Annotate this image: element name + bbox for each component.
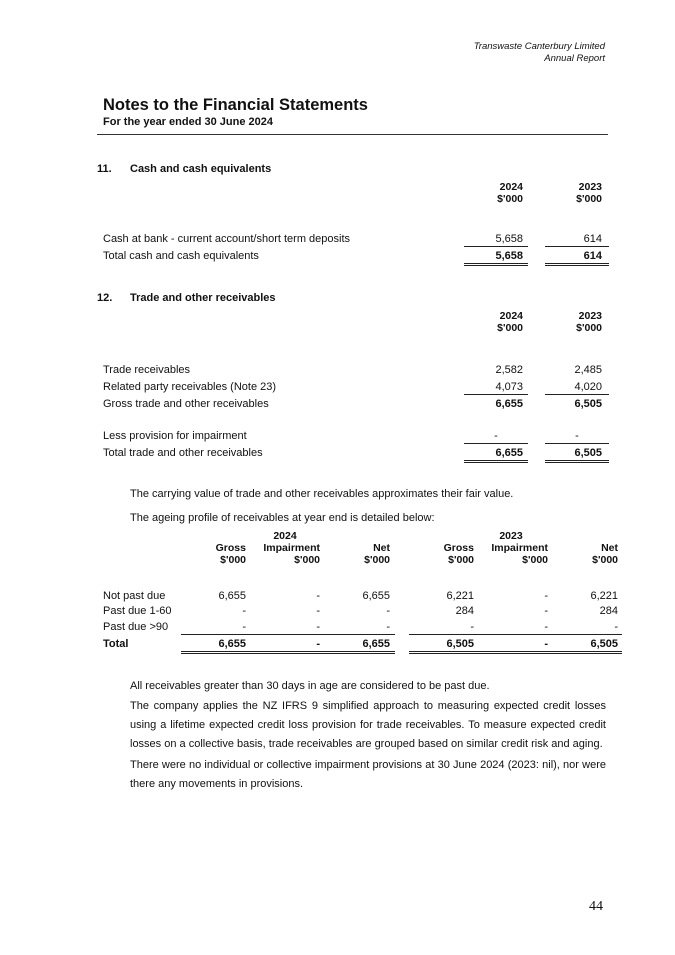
ageing-year-2024: 2024 <box>273 530 297 542</box>
company-name: Transwaste Canterbury Limited <box>473 41 605 52</box>
ageing-cell: 284 <box>455 605 474 617</box>
note-11-col-2023 <box>535 181 602 205</box>
ageing-cell: - <box>386 621 390 633</box>
double-underline <box>464 460 528 463</box>
ageing-cell: - <box>386 605 390 617</box>
row-label: Related party receivables (Note 23) <box>103 381 277 393</box>
row-value-2024: 5,658 <box>495 233 523 245</box>
col-name: Gross <box>215 542 246 554</box>
col-name: Gross <box>443 542 474 554</box>
col-name: Impairment <box>491 542 548 554</box>
col-unit: $'000 <box>497 322 523 334</box>
note-11-title: Cash and cash equivalents <box>130 163 272 175</box>
row-value-2024: 5,658 <box>495 250 523 262</box>
ageing-cell: - <box>544 590 548 602</box>
col-unit: $'000 <box>220 554 246 566</box>
ageing-cell: - <box>470 621 474 633</box>
row-value-2024: 2,582 <box>495 364 523 376</box>
running-header <box>474 41 605 65</box>
col-year: 2024 <box>499 310 523 322</box>
col-name: Impairment <box>263 542 320 554</box>
ageing-col-gross-2023 <box>406 542 474 566</box>
row-value-2024: 6,655 <box>495 398 523 410</box>
note-12-col-2024 <box>455 310 523 334</box>
underline <box>545 246 609 247</box>
note-12-number: 12. <box>97 292 113 304</box>
col-unit: $'000 <box>497 193 523 205</box>
ageing-double-underline-2023 <box>409 651 622 654</box>
col-year: 2023 <box>578 310 602 322</box>
col-unit: $'000 <box>448 554 474 566</box>
col-unit: $'000 <box>294 554 320 566</box>
ageing-cell: 6,505 <box>446 638 474 650</box>
ageing-col-impairment-2023 <box>478 542 548 566</box>
note-12-title: Trade and other receivables <box>130 292 276 304</box>
ageing-cell: - <box>544 605 548 617</box>
col-unit: $'000 <box>576 193 602 205</box>
ageing-cell: - <box>242 621 246 633</box>
ageing-cell: 6,655 <box>362 590 390 602</box>
double-underline <box>545 460 609 463</box>
row-value-2023: 6,505 <box>574 398 602 410</box>
ageing-col-net-2024 <box>322 542 390 566</box>
ageing-double-underline-2024 <box>181 651 395 654</box>
row-value-2023: 4,020 <box>574 381 602 393</box>
underline <box>464 246 528 247</box>
ageing-cell: - <box>614 621 618 633</box>
col-unit: $'000 <box>364 554 390 566</box>
ageing-row-label: Total <box>103 638 129 650</box>
fair-value-paragraph: The carrying value of trade and other receivables approximates their fair value. <box>130 488 514 500</box>
ageing-cell: - <box>544 638 548 650</box>
ageing-intro-paragraph: The ageing profile of receivables at year end is detailed below: <box>130 512 435 524</box>
underline <box>464 443 528 444</box>
page-title: Notes to the Financial Statements <box>103 96 368 114</box>
note-11-number: 11. <box>97 163 112 175</box>
ageing-cell: 284 <box>599 605 618 617</box>
underline <box>464 394 528 395</box>
ageing-year-2023: 2023 <box>499 530 523 542</box>
page-number: 44 <box>589 899 603 914</box>
title-divider <box>97 134 608 135</box>
note-11-col-2024 <box>455 181 523 205</box>
ageing-col-impairment-2024 <box>252 542 320 566</box>
double-underline <box>464 263 528 266</box>
row-label: Less provision for impairment <box>103 430 247 442</box>
row-label: Trade receivables <box>103 364 191 376</box>
ageing-underline-2024 <box>181 634 395 635</box>
ageing-cell: - <box>316 590 320 602</box>
row-value-2024: - <box>494 430 498 442</box>
ageing-row-label: Past due 1-60 <box>103 605 172 617</box>
row-label: Total cash and cash equivalents <box>103 250 259 262</box>
ageing-cell: - <box>316 621 320 633</box>
ageing-col-net-2023 <box>550 542 618 566</box>
report-name: Annual Report <box>544 53 605 64</box>
ageing-cell: 6,655 <box>218 590 246 602</box>
row-value-2023: 2,485 <box>574 364 602 376</box>
past-due-paragraph: All receivables greater than 30 days in age are considered to be past due. <box>130 680 490 692</box>
row-value-2023: 614 <box>583 233 602 245</box>
ageing-col-gross-2024 <box>180 542 246 566</box>
col-year: 2024 <box>499 181 523 193</box>
ageing-cell: - <box>544 621 548 633</box>
ageing-row-label: Not past due <box>103 590 166 602</box>
row-value-2024: 4,073 <box>495 381 523 393</box>
row-label: Total trade and other receivables <box>103 447 263 459</box>
ageing-cell: 6,505 <box>590 638 618 650</box>
row-value-2023: - <box>575 430 579 442</box>
col-unit: $'000 <box>592 554 618 566</box>
col-unit: $'000 <box>522 554 548 566</box>
row-value-2023: 6,505 <box>574 447 602 459</box>
ageing-cell: - <box>316 638 320 650</box>
col-name: Net <box>601 542 618 554</box>
no-provisions-paragraph: There were no individual or collective impairment provisions at 30 June 2024 (2023: nil), nor were there any movements in provisions. <box>130 759 606 790</box>
ageing-cell: - <box>242 605 246 617</box>
note-12-col-2023 <box>535 310 602 334</box>
page-subtitle: For the year ended 30 June 2024 <box>103 116 273 128</box>
double-underline <box>545 263 609 266</box>
row-value-2024: 6,655 <box>495 447 523 459</box>
ageing-row-label: Past due >90 <box>103 621 169 633</box>
col-name: Net <box>373 542 390 554</box>
ageing-cell: 6,221 <box>446 590 474 602</box>
ageing-cell: 6,655 <box>218 638 246 650</box>
ifrs9-paragraph: The company applies the NZ IFRS 9 simplified approach to measuring expected credit losses using a lifetime expected credit loss provision for trade receivables. To measure expected credit losses on a collective basis, trade receivables are grouped based on similar credit risk and aging. <box>130 700 606 750</box>
col-year: 2023 <box>578 181 602 193</box>
ageing-underline-2023 <box>409 634 622 635</box>
col-unit: $'000 <box>576 322 602 334</box>
row-label: Cash at bank - current account/short term deposits <box>103 233 351 245</box>
row-label: Gross trade and other receivables <box>103 398 269 410</box>
ageing-cell: - <box>316 605 320 617</box>
ageing-cell: 6,655 <box>362 638 390 650</box>
underline <box>545 443 609 444</box>
underline <box>545 394 609 395</box>
ageing-cell: 6,221 <box>590 590 618 602</box>
row-value-2023: 614 <box>583 250 602 262</box>
